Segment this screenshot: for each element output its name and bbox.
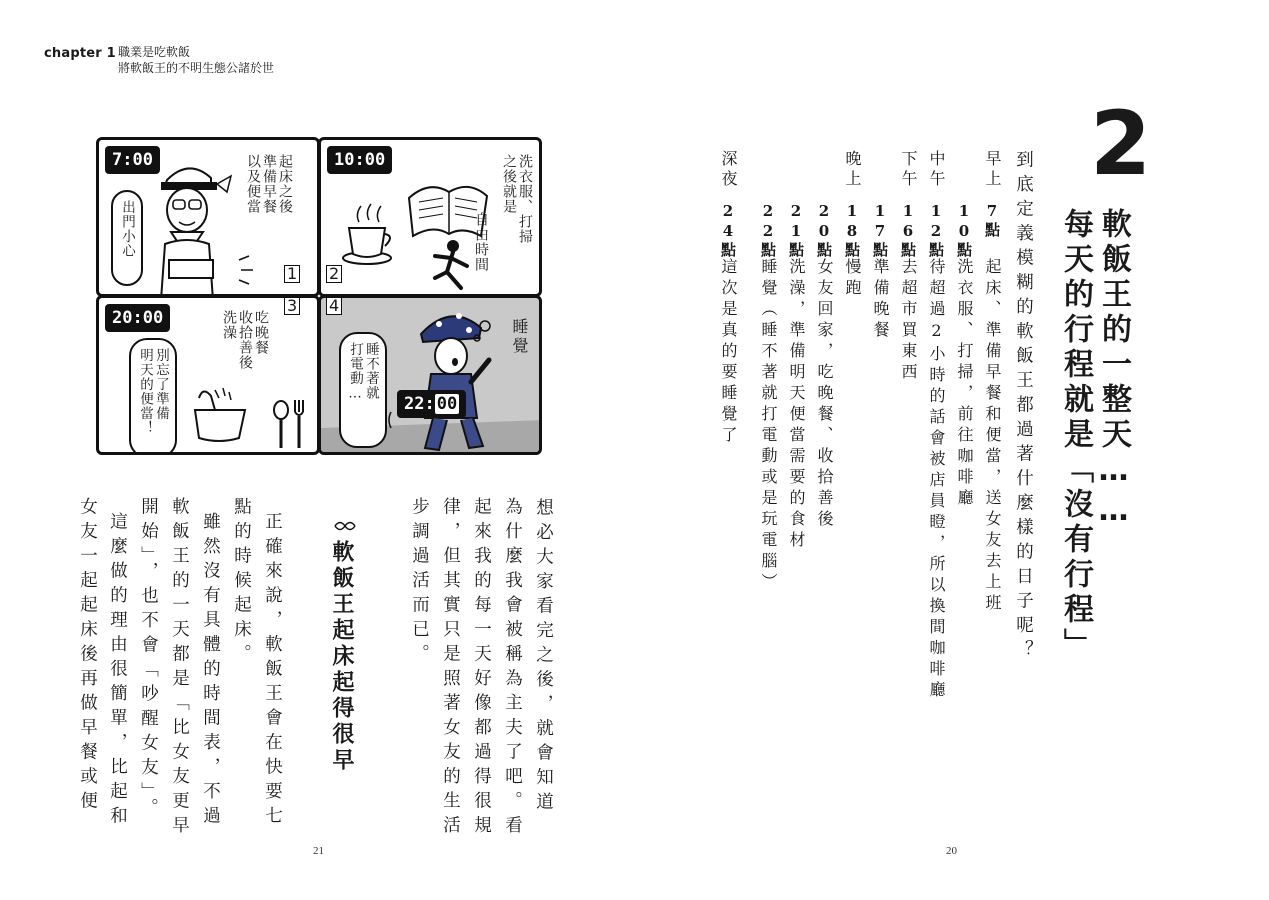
panel-1-caption	[245, 154, 293, 214]
body-text-column: 為什麼我會被稱為主夫了吧。看	[502, 497, 523, 840]
panel-label-1: 1	[284, 265, 300, 283]
clock-display: 10:00	[327, 146, 392, 174]
panel-2-caption	[501, 154, 533, 244]
panel-label-3: 3	[284, 297, 300, 315]
schedule-time: 21點	[787, 202, 805, 259]
clock-hours: 22:	[404, 394, 435, 414]
clock-minutes: 00	[436, 394, 458, 414]
body-text-column: 雖然沒有具體的時間表，不過	[200, 512, 221, 831]
schedule-time: 22點	[759, 202, 777, 259]
schedule-time: 10點	[955, 202, 973, 259]
schedule-activity: 起床、準備早餐和便當，送女友去上班	[983, 258, 1002, 615]
section-heading: 軟飯王起床起得很早	[329, 540, 354, 774]
caption-line: 以及便當	[245, 154, 261, 214]
panel-3-caption	[221, 310, 269, 370]
panel-2-caption-free-time	[473, 212, 489, 272]
schedule-time: 24點	[719, 202, 737, 259]
schedule-activity: 準備晚餐	[871, 258, 890, 342]
schedule-time: 20點	[815, 202, 833, 259]
caption-line: 起床之後	[277, 154, 293, 214]
schedule-activity: 女友回家，吃晚餐、收拾善後	[815, 258, 834, 531]
chapter-number: 2	[1090, 92, 1152, 195]
schedule-activity: 這次是真的要睡覺了	[719, 258, 738, 447]
body-text-column: 想必大家看完之後，就會知道	[533, 498, 554, 817]
clock-display: 7:00	[105, 146, 160, 174]
comic-panel-2	[318, 137, 542, 297]
schedule-time: 12點	[927, 202, 945, 259]
panel-4-caption: 睡覺	[510, 318, 529, 356]
body-text-column: 女友一起起床後再做早餐或便	[77, 497, 98, 816]
schedule-activity: 洗澡，準備明天便當需要的食材	[787, 258, 806, 552]
intro-text: 到底定義模糊的軟飯王都過著什麼樣的日子呢？	[1013, 150, 1034, 665]
running-header-line1: 職業是吃軟飯	[118, 45, 191, 59]
schedule-period-label: 中午	[927, 150, 946, 190]
schedule-activity: 去超市買東西	[899, 258, 918, 384]
caption-line: 收拾善後	[237, 310, 253, 370]
comic-panel-4	[318, 295, 542, 455]
caption-line: 之後就是	[501, 154, 517, 214]
caption-line: 自由時間	[473, 212, 489, 272]
body-text-column: 起來我的每一天好像都過得很規	[471, 497, 492, 840]
caption-line: 打電動…	[347, 342, 363, 403]
schedule-activity: 待超過2小時的話會被店員瞪，所以換間咖啡廳	[927, 258, 946, 702]
caption-line: 準備早餐	[261, 154, 277, 214]
body-text-column: 點的時候起床。	[231, 497, 252, 669]
panel-label-2: 2	[326, 265, 342, 283]
clock-display	[397, 390, 466, 418]
caption-line: 洗衣服、打掃	[517, 154, 533, 244]
schedule-period-label: 下午	[899, 150, 918, 190]
running-header-line2: 將軟飯王的不明生態公諸於世	[118, 61, 275, 75]
schedule-activity: 慢跑	[843, 258, 862, 300]
comic-panel-3	[96, 295, 320, 455]
page-number-left: 21	[313, 845, 324, 857]
caption-line: 洗澡	[221, 310, 237, 340]
page-number-right: 20	[946, 845, 957, 857]
running-header-title	[118, 44, 274, 76]
body-text-column: 這麼做的理由很簡單，比起和	[107, 512, 128, 831]
caption-line: 睡不著就	[363, 342, 379, 400]
caption-line: 吃晚餐	[253, 310, 269, 355]
speech-bubble	[129, 338, 177, 455]
schedule-time: 18點	[843, 202, 861, 259]
speech-bubble	[339, 332, 387, 448]
schedule-period-label: 早上	[983, 150, 1002, 190]
schedule-period-label: 深夜	[719, 150, 738, 190]
schedule-activity: 睡覺（睡不著就打電動或是玩電腦）	[759, 258, 778, 594]
schedule-time: 17點	[871, 202, 889, 259]
body-text-column: 步調過活而已。	[409, 497, 430, 669]
clock-display: 20:00	[105, 304, 170, 332]
body-text-column: 律，但其實只是照著女友的生活	[440, 497, 461, 840]
chapter-heading-line1: 軟飯王的一整天……	[1096, 208, 1131, 533]
schedule-time: 7點	[983, 202, 1001, 239]
panel-label-4: 4	[326, 297, 342, 315]
schedule-period-label: 晚上	[843, 150, 862, 190]
body-text-column: 正確來說，軟飯王會在快要七	[262, 512, 283, 831]
ornament-icon	[333, 519, 357, 533]
body-text-column: 軟飯王的一天都是「比女友更早	[169, 497, 190, 840]
speech-bubble: 出門小心	[111, 190, 143, 286]
comic-strip	[96, 137, 542, 455]
caption-line: 別忘了準備	[153, 348, 169, 421]
schedule-time: 16點	[899, 202, 917, 259]
body-text-column: 開始」，也不會「吵醒女友」。	[138, 497, 159, 823]
schedule-activity: 洗衣服、打掃，前往咖啡廳	[955, 258, 974, 510]
caption-line: 明天的便當！	[137, 348, 153, 435]
chapter-heading-line2: 每天的行程就是「沒有行程」	[1058, 208, 1093, 663]
running-header-chapter: chapter 1	[44, 46, 116, 61]
